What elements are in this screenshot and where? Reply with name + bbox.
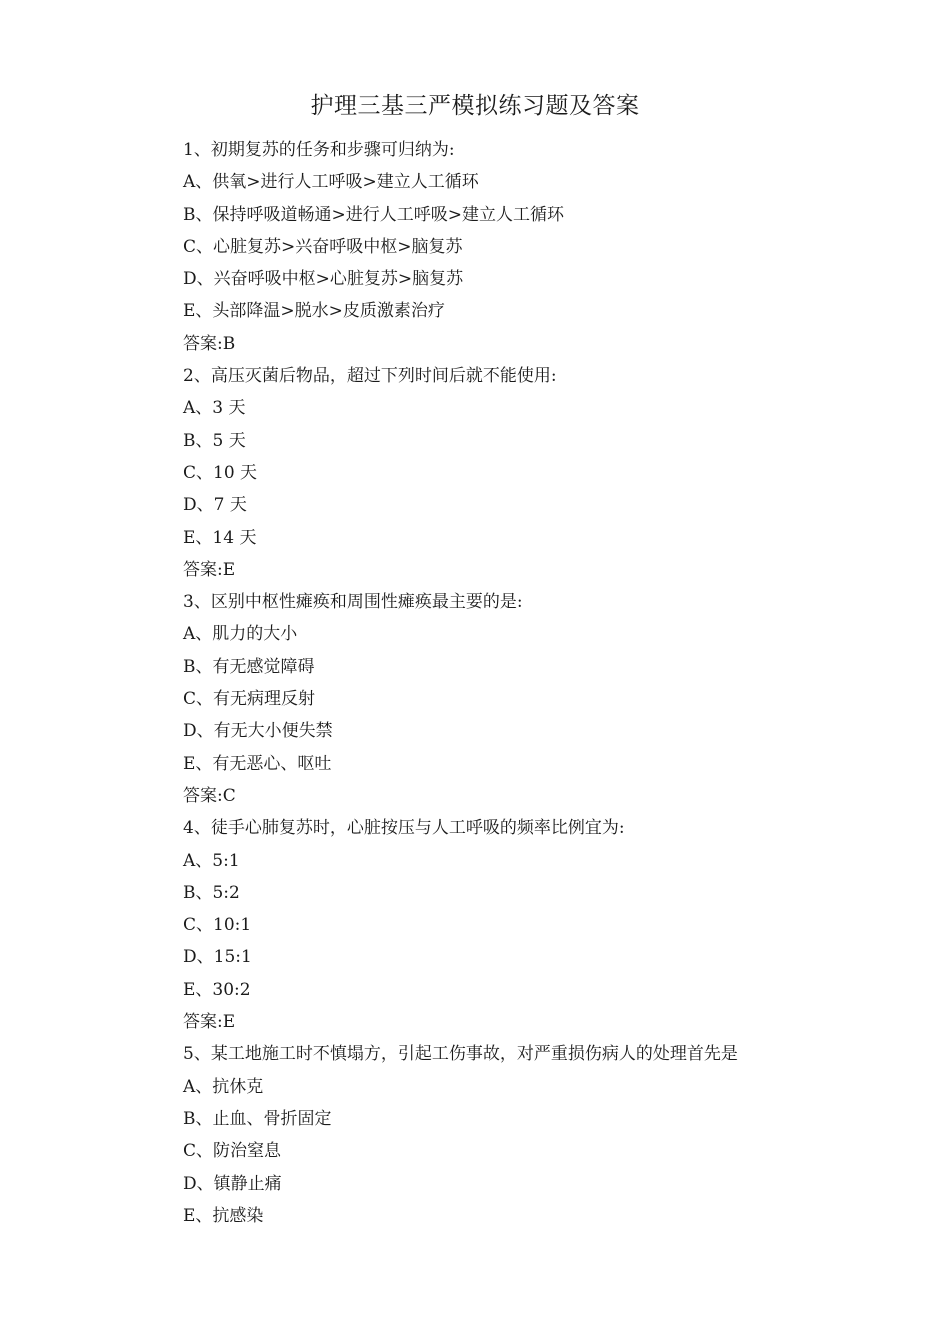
question-list <box>183 134 883 1232</box>
option-b: B、止血、骨折固定 <box>183 1108 332 1129</box>
answer: 答案:C <box>183 785 236 806</box>
option-b: B、5:2 <box>183 882 240 903</box>
question-stem: 4、徒手心肺复苏时，心脏按压与人工呼吸的频率比例宜为: <box>183 818 625 839</box>
option-d: D、有无大小便失禁 <box>183 721 333 742</box>
question-stem: 2、高压灭菌后物品，超过下列时间后就不能使用: <box>183 366 557 387</box>
option-e: E、14 天 <box>183 527 257 548</box>
option-d: D、兴奋呼吸中枢>心脏复苏>脑复苏 <box>183 269 464 290</box>
option-a: A、抗休克 <box>183 1076 264 1097</box>
option-c: C、防治窒息 <box>183 1141 282 1162</box>
option-d: D、7 天 <box>183 495 247 516</box>
option-c: C、10 天 <box>183 462 258 483</box>
option-a: A、5:1 <box>183 850 240 871</box>
option-b: B、保持呼吸道畅通>进行人工呼吸>建立人工循环 <box>183 204 564 225</box>
document-title: 护理三基三严模拟练习题及答案 <box>310 93 640 119</box>
option-e: E、有无恶心、呕吐 <box>183 753 332 774</box>
option-e: E、抗感染 <box>183 1205 264 1226</box>
option-a: A、肌力的大小 <box>183 624 298 645</box>
option-c: C、10:1 <box>183 915 252 936</box>
question-stem: 3、区别中枢性瘫痪和周围性瘫痪最主要的是: <box>183 592 523 613</box>
option-c: C、心脏复苏>兴奋呼吸中枢>脑复苏 <box>183 236 463 257</box>
answer: 答案:E <box>183 559 236 580</box>
option-c: C、有无病理反射 <box>183 689 316 710</box>
answer: 答案:B <box>183 333 236 354</box>
answer: 答案:E <box>183 1012 236 1033</box>
option-e: E、头部降温>脱水>皮质激素治疗 <box>183 301 445 322</box>
option-d: D、15:1 <box>183 947 252 968</box>
option-e: E、30:2 <box>183 979 251 1000</box>
question-stem: 1、初期复苏的任务和步骤可归纳为: <box>183 140 455 160</box>
question-stem: 5、某工地施工时不慎塌方，引起工伤事故，对严重损伤病人的处理首先是 <box>183 1044 738 1065</box>
option-a: A、3 天 <box>183 398 246 419</box>
option-a: A、供氧>进行人工呼吸>建立人工循环 <box>183 172 479 193</box>
option-d: D、镇静止痛 <box>183 1173 282 1194</box>
option-b: B、有无感觉障碍 <box>183 656 315 677</box>
option-b: B、5 天 <box>183 430 246 451</box>
